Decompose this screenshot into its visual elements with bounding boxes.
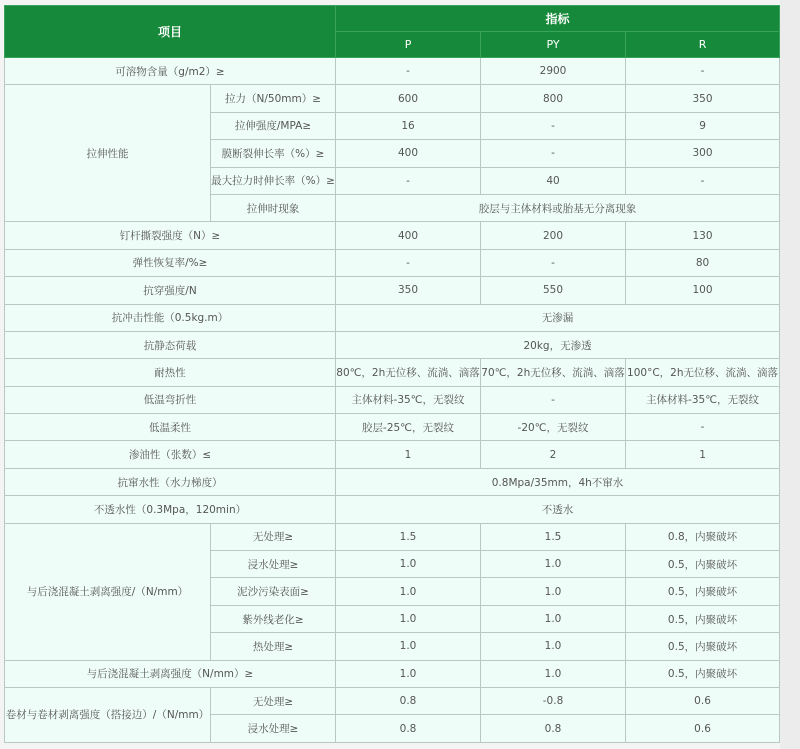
table-cell: 40 bbox=[481, 167, 626, 194]
table-cell: 0.8 bbox=[481, 715, 626, 742]
table-cell: 不透水 bbox=[336, 496, 780, 523]
table-cell: 耐热性 bbox=[5, 359, 336, 386]
table-cell: -20℃，无裂纹 bbox=[481, 414, 626, 441]
table-row bbox=[5, 277, 780, 304]
table-cell: 0.5，内聚破坏 bbox=[626, 660, 780, 687]
table-cell: - bbox=[626, 414, 780, 441]
table-cell: 1.5 bbox=[336, 523, 481, 550]
table-cell: 膜断裂伸长率（%）≥ bbox=[211, 140, 336, 167]
table-cell: 不透水性（0.3Mpa，120min） bbox=[5, 496, 336, 523]
table-cell: 300 bbox=[626, 140, 780, 167]
table-body bbox=[5, 58, 780, 743]
table-cell: 2 bbox=[481, 441, 626, 468]
table-cell: - bbox=[336, 167, 481, 194]
table-cell: 350 bbox=[336, 277, 481, 304]
table-cell: 80℃，2h无位移、流淌、滴落 bbox=[336, 359, 481, 386]
table-cell: 200 bbox=[481, 222, 626, 249]
table-cell: 1.0 bbox=[336, 605, 481, 632]
table-cell: -0.8 bbox=[481, 687, 626, 714]
table-row bbox=[5, 359, 780, 386]
table-cell: 1 bbox=[336, 441, 481, 468]
table-cell: 浸水处理≥ bbox=[211, 551, 336, 578]
table-cell: 低温柔性 bbox=[5, 414, 336, 441]
table-cell: 弹性恢复率/%≥ bbox=[5, 249, 336, 276]
spec-table bbox=[4, 5, 780, 743]
table-cell: 1 bbox=[626, 441, 780, 468]
table-cell: 1.0 bbox=[481, 605, 626, 632]
table-cell: 600 bbox=[336, 85, 481, 112]
table-cell: 无渗漏 bbox=[336, 304, 780, 331]
table-cell: 80 bbox=[626, 249, 780, 276]
table-cell: 拉力（N/50mm）≥ bbox=[211, 85, 336, 112]
table-row bbox=[5, 304, 780, 331]
table-cell: 0.6 bbox=[626, 687, 780, 714]
table-row bbox=[5, 468, 780, 495]
table-cell: - bbox=[626, 58, 780, 85]
table-row bbox=[5, 58, 780, 85]
table-cell: - bbox=[481, 249, 626, 276]
table-cell: 0.5，内聚破坏 bbox=[626, 551, 780, 578]
table-cell: 浸水处理≥ bbox=[211, 715, 336, 742]
table-cell: - bbox=[481, 112, 626, 139]
table-cell: 1.0 bbox=[481, 578, 626, 605]
table-cell: 抗静态荷载 bbox=[5, 331, 336, 358]
table-cell: 400 bbox=[336, 222, 481, 249]
table-header bbox=[5, 6, 780, 58]
table-cell: 1.0 bbox=[336, 578, 481, 605]
table-cell: 0.8，内聚破坏 bbox=[626, 523, 780, 550]
table-cell: 低温弯折性 bbox=[5, 386, 336, 413]
table-row bbox=[5, 249, 780, 276]
table-cell: 1.0 bbox=[481, 660, 626, 687]
header-col-py: PY bbox=[481, 32, 626, 58]
table-cell: 抗穿强度/N bbox=[5, 277, 336, 304]
table-row bbox=[5, 687, 780, 714]
table-cell: 渗油性（张数）≤ bbox=[5, 441, 336, 468]
table-cell: 最大拉力时伸长率（%）≥ bbox=[211, 167, 336, 194]
header-item: 项目 bbox=[5, 6, 336, 58]
table-cell: 350 bbox=[626, 85, 780, 112]
table-cell: 0.8Mpa/35mm，4h不窜水 bbox=[336, 468, 780, 495]
table-cell: 拉伸强度/MPA≥ bbox=[211, 112, 336, 139]
table-cell: 1.0 bbox=[481, 633, 626, 660]
page-background-strip bbox=[780, 0, 800, 749]
table-cell: 100 bbox=[626, 277, 780, 304]
table-cell: 热处理≥ bbox=[211, 633, 336, 660]
table-cell: 9 bbox=[626, 112, 780, 139]
table-cell: 20kg，无渗透 bbox=[336, 331, 780, 358]
table-cell: 抗窜水性（水力梯度） bbox=[5, 468, 336, 495]
table-cell: 与后浇混凝土剥离强度（N/mm）≥ bbox=[5, 660, 336, 687]
table-cell: 无处理≥ bbox=[211, 687, 336, 714]
table-cell: 抗冲击性能（0.5kg.m） bbox=[5, 304, 336, 331]
table-cell: - bbox=[336, 249, 481, 276]
table-cell: 0.8 bbox=[336, 687, 481, 714]
table-cell: 泥沙污染表面≥ bbox=[211, 578, 336, 605]
table-cell: 无处理≥ bbox=[211, 523, 336, 550]
table-row bbox=[5, 331, 780, 358]
table-cell: 与后浇混凝土剥离强度/（N/mm） bbox=[5, 523, 211, 660]
table-cell: - bbox=[481, 386, 626, 413]
table-cell: 0.5，内聚破坏 bbox=[626, 578, 780, 605]
table-cell: 100°C，2h无位移、流淌、滴落 bbox=[626, 359, 780, 386]
header-row bbox=[5, 6, 780, 32]
table-cell: 800 bbox=[481, 85, 626, 112]
table-cell: 主体材料-35℃，无裂纹 bbox=[626, 386, 780, 413]
table-cell: 1.0 bbox=[336, 660, 481, 687]
table-cell: - bbox=[626, 167, 780, 194]
header-col-p: P bbox=[336, 32, 481, 58]
header-indicator: 指标 bbox=[336, 6, 780, 32]
table-cell: 70℃，2h无位移、流淌、滴落 bbox=[481, 359, 626, 386]
table-cell: 2900 bbox=[481, 58, 626, 85]
table-cell: 主体材料-35℃，无裂纹 bbox=[336, 386, 481, 413]
table-cell: 拉伸时现象 bbox=[211, 194, 336, 221]
table-cell: 胶层与主体材料或胎基无分离现象 bbox=[336, 194, 780, 221]
table-row bbox=[5, 85, 780, 112]
table-row bbox=[5, 222, 780, 249]
table-row bbox=[5, 386, 780, 413]
table-row bbox=[5, 441, 780, 468]
table-cell: - bbox=[481, 140, 626, 167]
table-cell: 可溶物含量（g/m2）≥ bbox=[5, 58, 336, 85]
header-col-r: R bbox=[626, 32, 780, 58]
table-cell: 0.5，内聚破坏 bbox=[626, 633, 780, 660]
table-cell: 0.5，内聚破坏 bbox=[626, 605, 780, 632]
table-cell: 胶层-25℃，无裂纹 bbox=[336, 414, 481, 441]
table-cell: 1.5 bbox=[481, 523, 626, 550]
table-cell: 0.8 bbox=[336, 715, 481, 742]
table-cell: 400 bbox=[336, 140, 481, 167]
table-cell: 550 bbox=[481, 277, 626, 304]
table-cell: 紫外线老化≥ bbox=[211, 605, 336, 632]
table-cell: 1.0 bbox=[481, 551, 626, 578]
table-cell: 0.6 bbox=[626, 715, 780, 742]
table-cell: 16 bbox=[336, 112, 481, 139]
table-cell: 拉伸性能 bbox=[5, 85, 211, 222]
table-cell: 1.0 bbox=[336, 551, 481, 578]
table-cell: 卷材与卷材剥离强度（搭接边）/（N/mm） bbox=[5, 687, 211, 742]
table-cell: 130 bbox=[626, 222, 780, 249]
table-cell: 1.0 bbox=[336, 633, 481, 660]
table-row bbox=[5, 660, 780, 687]
table-cell: - bbox=[336, 58, 481, 85]
table-row bbox=[5, 523, 780, 550]
table-row bbox=[5, 496, 780, 523]
table-row bbox=[5, 414, 780, 441]
table-cell: 钉杆撕裂强度（N）≥ bbox=[5, 222, 336, 249]
